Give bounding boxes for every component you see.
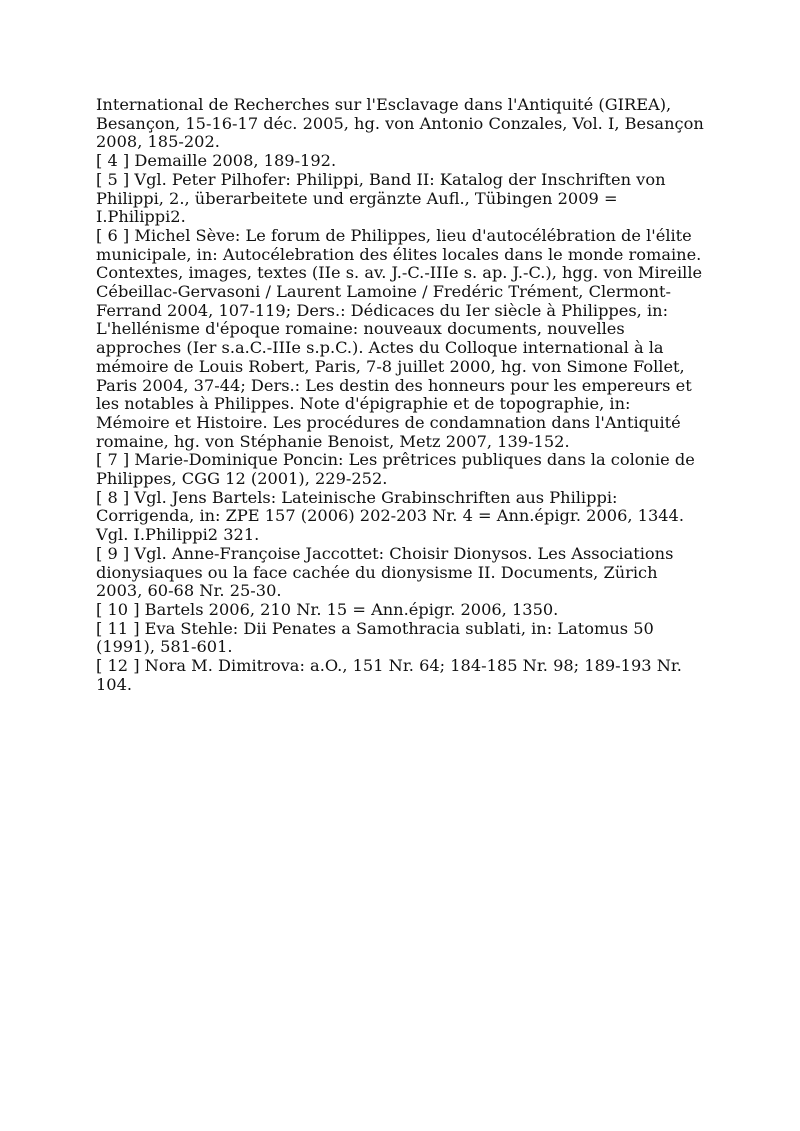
- footnote-list: [96, 96, 706, 695]
- footnote-number: [ 7 ]: [96, 450, 130, 470]
- footnote-text: 2003, 60-68 Nr. 25-30.: [96, 581, 282, 601]
- footnote-entry: [96, 171, 706, 227]
- footnote-line: [96, 657, 706, 676]
- footnote-text: Cébeillac-Gervasoni / Laurent Lamoine / Fredéric Trément, Clermont-: [96, 282, 671, 302]
- footnote-text: dionysiaques ou la face cachée du dionysisme II. Documents, Zürich: [96, 562, 658, 582]
- footnote-line: [96, 638, 706, 657]
- footnote-text: approches (Ier s.a.C.-IIIe s.p.C.). Actes du Colloque international à la: [96, 338, 664, 358]
- footnote-text: Philippes, CGG 12 (2001), 229-252.: [96, 469, 388, 489]
- footnote-line: [96, 470, 706, 489]
- footnote-line: [96, 582, 706, 601]
- footnote-entry: [96, 489, 706, 545]
- footnote-entry: [96, 152, 706, 171]
- footnote-line: [96, 451, 706, 470]
- footnote-line: [96, 339, 706, 358]
- footnote-text: (1991), 581-601.: [96, 637, 233, 657]
- footnote-entry: [96, 601, 706, 620]
- footnote-text: Ferrand 2004, 107-119; Ders.: Dédicaces du Ier siècle à Philippes, in:: [96, 300, 669, 320]
- footnote-line: [96, 96, 706, 115]
- footnote-line: [96, 208, 706, 227]
- footnote-entry: [96, 657, 706, 694]
- footnote-number: [ 9 ]: [96, 543, 130, 563]
- footnote-entry: [96, 227, 706, 451]
- footnote-line: [96, 115, 706, 134]
- footnote-text: Vgl. Anne-Françoise Jaccottet: Choisir Dionysos. Les Associations: [129, 543, 674, 563]
- footnote-line: [96, 489, 706, 508]
- footnote-text: Eva Stehle: Dii Penates a Samothracia sublati, in: Latomus 50: [139, 618, 654, 638]
- footnote-line: [96, 227, 706, 246]
- footnote-line: [96, 190, 706, 209]
- footnote-text: Vgl. Peter Pilhofer: Philippi, Band II: Katalog der Inschriften von: [129, 169, 666, 189]
- footnote-line: [96, 507, 706, 526]
- footnote-text: Nora M. Dimitrova: a.O., 151 Nr. 64; 184-185 Nr. 98; 189-193 Nr.: [139, 656, 682, 676]
- footnote-text: Philippi, 2., überarbeitete und ergänzte Aufl., Tübingen 2009 =: [96, 188, 618, 208]
- footnote-line: [96, 377, 706, 396]
- footnote-text: Mémoire et Histoire. Les procédures de condamnation dans l'Antiquité: [96, 412, 681, 432]
- footnote-line: [96, 264, 706, 283]
- footnote-line: [96, 433, 706, 452]
- footnote-line: [96, 133, 706, 152]
- footnote-line: [96, 358, 706, 377]
- footnote-text: Paris 2004, 37-44; Ders.: Les destin des honneurs pour les empereurs et: [96, 375, 692, 395]
- footnote-entry: [96, 620, 706, 657]
- footnotes-page: [96, 96, 706, 695]
- footnote-number: [ 4 ]: [96, 151, 130, 171]
- footnote-text: les notables à Philippes. Note d'épigraphie et de topographie, in:: [96, 394, 631, 414]
- footnote-line: [96, 246, 706, 265]
- footnote-text: Demaille 2008, 189-192.: [129, 151, 337, 171]
- footnote-number: [ 11 ]: [96, 618, 140, 638]
- footnote-text: Michel Sève: Le forum de Philippes, lieu d'autocélébration de l'élite: [129, 225, 692, 245]
- footnote-number: [ 5 ]: [96, 169, 130, 189]
- footnote-line: [96, 414, 706, 433]
- footnote-line: [96, 320, 706, 339]
- footnote-text: romaine, hg. von Stéphanie Benoist, Metz 2007, 139-152.: [96, 431, 570, 451]
- footnote-line: [96, 601, 706, 620]
- footnote-text: 104.: [96, 674, 133, 694]
- footnote-line: [96, 283, 706, 302]
- footnote-entry: [96, 545, 706, 601]
- footnote-line: [96, 171, 706, 190]
- footnote-entry: [96, 96, 706, 152]
- footnote-text: Vgl. Jens Bartels: Lateinische Grabinschriften aus Philippi:: [129, 487, 618, 507]
- footnote-entry: [96, 451, 706, 488]
- footnote-number: [ 8 ]: [96, 487, 130, 507]
- footnote-text: 2008, 185-202.: [96, 132, 220, 152]
- footnote-number: [ 10 ]: [96, 599, 140, 619]
- footnote-line: [96, 526, 706, 545]
- footnote-line: [96, 676, 706, 695]
- footnote-line: [96, 302, 706, 321]
- footnote-text: mémoire de Louis Robert, Paris, 7-8 juillet 2000, hg. von Simone Follet,: [96, 356, 685, 376]
- footnote-line: [96, 564, 706, 583]
- footnote-number: [ 6 ]: [96, 225, 130, 245]
- footnote-line: [96, 545, 706, 564]
- footnote-text: Bartels 2006, 210 Nr. 15 = Ann.épigr. 2006, 1350.: [139, 599, 559, 619]
- footnote-line: [96, 152, 706, 171]
- footnote-text: Contextes, images, textes (IIe s. av. J.-C.-IIIe s. ap. J.-C.), hgg. von Mireille: [96, 263, 703, 283]
- footnote-line: [96, 620, 706, 639]
- footnote-text: International de Recherches sur l'Esclavage dans l'Antiquité (GIREA),: [96, 95, 672, 114]
- footnote-text: Marie-Dominique Poncin: Les prêtrices publiques dans la colonie de: [129, 450, 695, 470]
- footnote-text: L'hellénisme d'époque romaine: nouveaux documents, nouvelles: [96, 319, 625, 339]
- footnote-text: I.Philippi2.: [96, 207, 186, 227]
- footnote-text: Besançon, 15-16-17 déc. 2005, hg. von Antonio Conzales, Vol. I, Besançon: [96, 113, 704, 133]
- footnote-number: [ 12 ]: [96, 656, 140, 676]
- footnote-line: [96, 395, 706, 414]
- footnote-text: municipale, in: Autocélebration des élites locales dans le monde romaine.: [96, 244, 702, 264]
- footnote-text: Vgl. I.Philippi2 321.: [96, 525, 260, 545]
- footnote-text: Corrigenda, in: ZPE 157 (2006) 202-203 Nr. 4 = Ann.épigr. 2006, 1344.: [96, 506, 684, 526]
